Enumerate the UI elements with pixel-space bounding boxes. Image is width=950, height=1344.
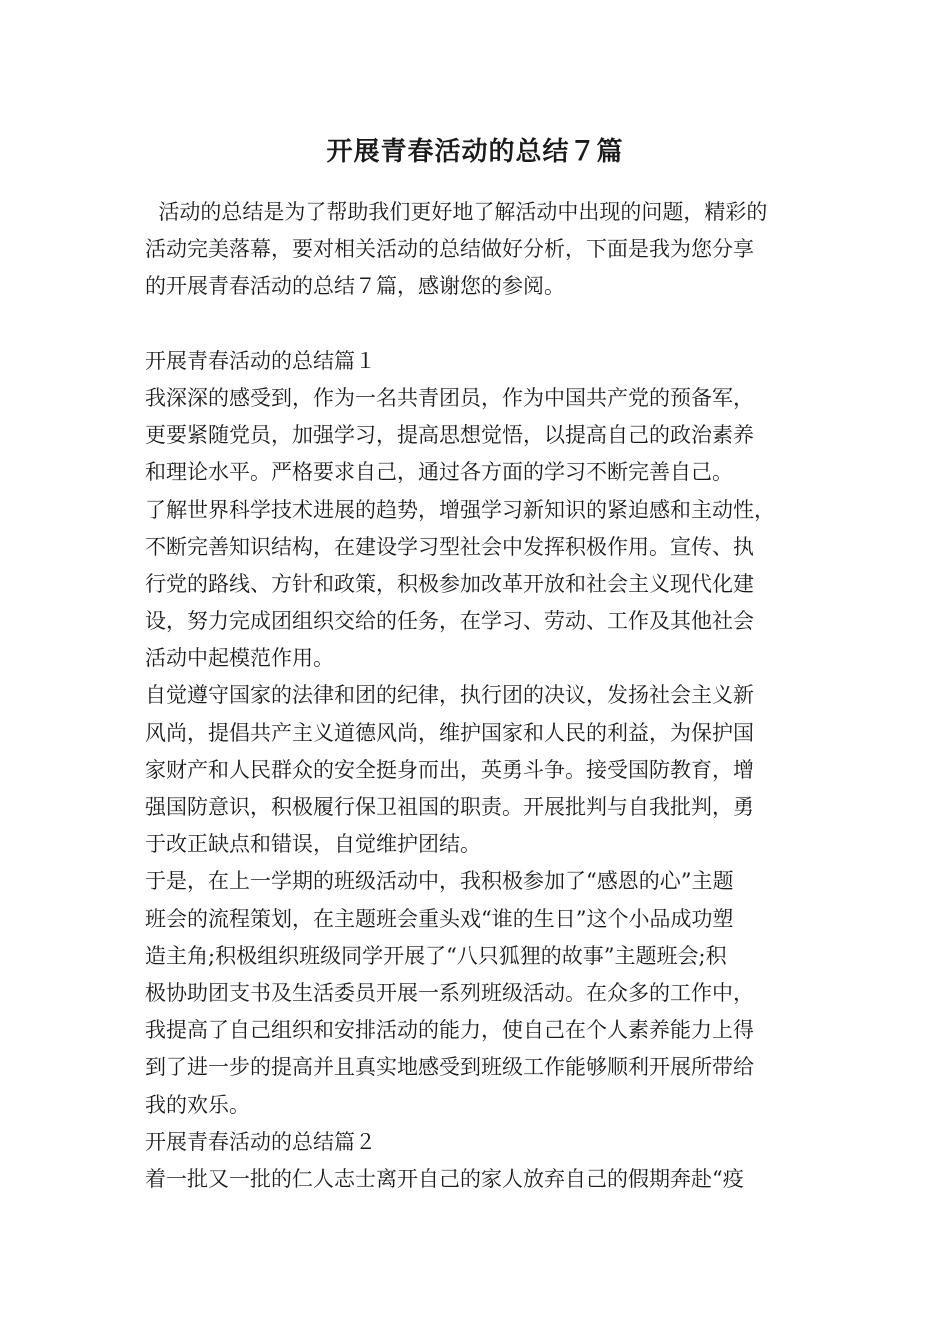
text-line: 于是，在上一学期的班级活动中，我积极参加了“感恩的心”主题 [145,869,734,894]
text-line: 班会的流程策划，在主题班会重头戏“谁的生日”这个小品成功塑 [145,906,734,931]
document-title: 开展青春活动的总结７篇 [326,137,624,167]
text-line: 我提高了自己组织和安排活动的能力，使自己在个人素养能力上得 [145,1018,754,1043]
text-line: 家财产和人民群众的安全挺身而出，英勇斗争。接受国防教育，增 [145,757,754,782]
section-heading: 开展青春活动的总结篇１ [145,348,376,373]
text-line: 到了进一步的提高并且真实地感受到班级工作能够顺利开展所带给 [145,1055,754,1080]
text-line: 我的欢乐。 [145,1092,250,1117]
section-heading: 开展青春活动的总结篇２ [145,1129,376,1154]
text-line: 活动中起模范作用。 [145,646,334,671]
text-line: 了解世界科学技术进展的趋势，增强学习新知识的紧迫感和主动性， [145,497,775,522]
text-line: 不断完善知识结构，在建设学习型社会中发挥积极作用。宣传、执 [145,534,754,559]
text-line: 于改正缺点和错误，自觉维护团结。 [145,832,481,857]
section-1 [145,343,825,1124]
paragraph [145,492,825,678]
text-line: 造主角;积极组织班级同学开展了“八只狐狸的故事”主题班会;积 [145,943,727,968]
text-line: 设，努力完成团组织交给的任务，在学习、劳动、工作及其他社会 [145,609,754,634]
intro-paragraph [145,194,825,306]
text-line: 和理论水平。严格要求自己，通过各方面的学习不断完善自己。 [145,460,733,485]
text-line: 活动的总结是为了帮助我们更好地了解活动中出现的问题，精彩的 [145,200,768,224]
paragraph [145,380,825,492]
text-line: 自觉遵守国家的法律和团的纪律，执行团的决议，发扬社会主义新 [145,683,754,708]
document-body [145,194,825,1198]
text-line: 强国防意识，积极履行保卫祖国的职责。开展批判与自我批判，勇 [145,795,754,819]
paragraph [145,863,825,1123]
paragraph-spacer [145,306,825,343]
text-line: 行党的路线、方针和政策，积极参加改革开放和社会主义现代化建 [145,571,754,596]
paragraph [145,1161,825,1198]
text-line: 风尚，提倡共产主义道德风尚，维护国家和人民的利益，为保护国 [145,720,754,745]
text-line: 活动完美落幕，要对相关活动的总结做好分析，下面是我为您分享 [145,237,754,262]
text-line: 我深深的感受到，作为一名共青团员，作为中国共产党的预备军， [145,385,754,410]
paragraph [145,677,825,863]
text-line: 的开展青春活动的总结７篇，感谢您的参阅。 [145,274,565,299]
text-line: 极协助团支书及生活委员开展一系列班级活动。在众多的工作中， [145,980,754,1005]
text-line: 更要紧随党员，加强学习，提高思想觉悟，以提高自己的政治素养 [145,423,754,448]
section-2 [145,1124,825,1198]
text-line: 着一批又一批的仁人志士离开自己的家人放弃自己的假期奔赴“疫 [145,1166,744,1191]
